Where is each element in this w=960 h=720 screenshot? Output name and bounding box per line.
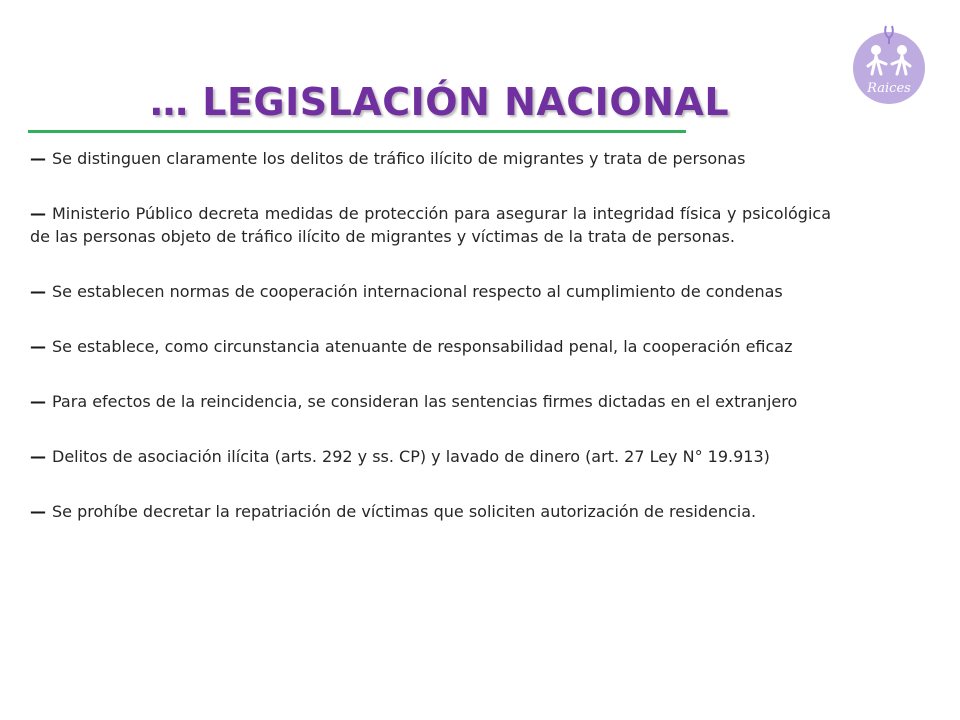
list-item-text: Delitos de asociación ilícita (arts. 292 y ss. CP) y lavado de dinero (art. 27 Ley N° 19.913) xyxy=(52,447,770,466)
bullet-list xyxy=(30,147,831,555)
bullet-dash: — xyxy=(30,447,46,466)
list-item xyxy=(30,280,831,303)
slide-title: … LEGISLACIÓN NACIONAL xyxy=(150,80,730,124)
list-item-text: Se establece, como circunstancia atenuante de responsabilidad penal, la cooperación eficaz xyxy=(52,337,793,356)
list-item xyxy=(30,147,831,170)
list-item xyxy=(30,202,831,248)
raices-logo xyxy=(846,22,932,106)
logo-text: Raices xyxy=(867,81,911,96)
bullet-dash: — xyxy=(30,149,46,168)
bullet-dash: — xyxy=(30,337,46,356)
title-underline xyxy=(28,130,686,133)
list-item xyxy=(30,445,831,468)
list-item xyxy=(30,390,831,413)
list-item-text: Ministerio Público decreta medidas de protección para asegurar la integridad física y psicológica de las personas objeto de tráfico ilícito de migrantes y víctimas de la trata de personas. xyxy=(30,204,831,246)
bullet-dash: — xyxy=(30,392,46,411)
list-item xyxy=(30,335,831,358)
bullet-dash: — xyxy=(30,502,46,521)
bullet-dash: — xyxy=(30,282,46,301)
list-item-text: Se prohíbe decretar la repatriación de víctimas que soliciten autorización de residencia. xyxy=(52,502,757,521)
list-item-text: Se distinguen claramente los delitos de tráfico ilícito de migrantes y trata de personas xyxy=(52,149,746,168)
raices-logo-icon xyxy=(846,22,932,106)
list-item xyxy=(30,500,831,523)
bullet-dash: — xyxy=(30,204,46,223)
list-item-text: Se establecen normas de cooperación internacional respecto al cumplimiento de condenas xyxy=(52,282,783,301)
list-item-text: Para efectos de la reincidencia, se consideran las sentencias firmes dictadas en el extranjero xyxy=(52,392,798,411)
